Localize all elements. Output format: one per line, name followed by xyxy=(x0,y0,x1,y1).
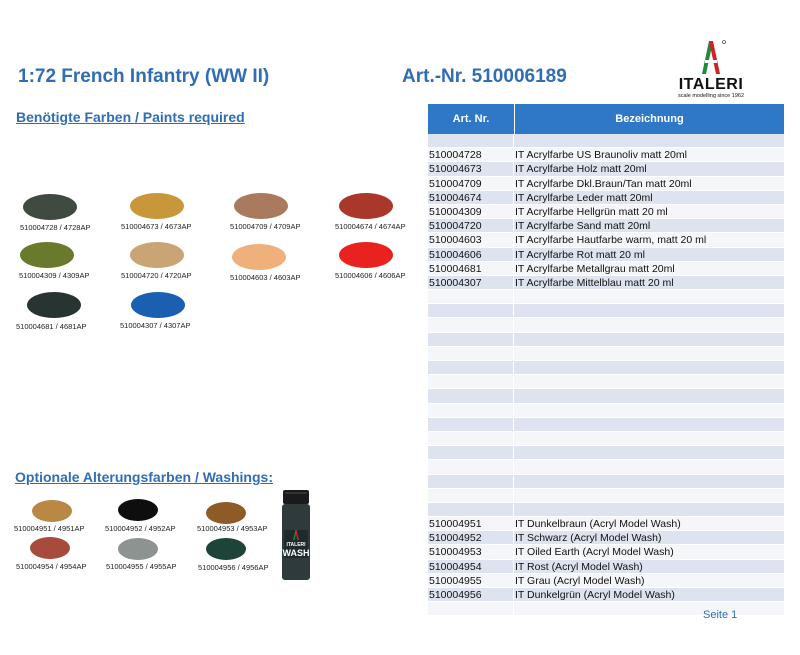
cell-bezeichnung: IT Acrylfarbe Mittelblau matt 20 ml xyxy=(515,276,674,289)
cell-art-nr: 510004954 xyxy=(428,560,514,573)
bottle-brand: ITALERI xyxy=(286,542,306,548)
paint-label: 510004681 / 4681AP xyxy=(16,322,87,331)
table-row xyxy=(428,290,784,304)
cell-bezeichnung: IT Rost (Acryl Model Wash) xyxy=(515,560,643,573)
wash-label: 510004954 / 4954AP xyxy=(16,562,87,571)
cell-art-nr xyxy=(428,347,514,360)
cell-art-nr xyxy=(428,446,514,459)
cell-bezeichnung: IT Acrylfarbe Sand matt 20ml xyxy=(515,220,651,233)
bottle-label: WASH xyxy=(282,548,310,558)
cell-art-nr xyxy=(428,432,514,445)
cell-art-nr xyxy=(428,489,514,502)
paint-swatch xyxy=(234,193,288,219)
paint-swatch xyxy=(339,193,393,219)
table-row xyxy=(428,304,784,318)
column-header-art-nr: Art. Nr. xyxy=(428,104,515,134)
paint-swatch xyxy=(27,292,81,318)
table-row xyxy=(428,219,784,233)
cell-bezeichnung xyxy=(514,418,784,431)
table-row xyxy=(428,460,784,474)
cell-art-nr: 510004673 xyxy=(428,162,514,175)
paint-swatch xyxy=(232,244,286,270)
cell-bezeichnung: IT Acrylfarbe Rot matt 20 ml xyxy=(515,248,645,261)
cell-bezeichnung xyxy=(514,404,784,417)
table-row xyxy=(428,347,784,361)
table-body xyxy=(428,134,784,616)
table-row xyxy=(428,177,784,191)
table-row xyxy=(428,489,784,503)
table-row xyxy=(428,318,784,332)
table-row xyxy=(428,233,784,247)
cell-bezeichnung xyxy=(514,347,784,360)
cell-bezeichnung xyxy=(514,375,784,388)
cell-bezeichnung xyxy=(514,460,784,473)
cell-bezeichnung xyxy=(514,503,784,516)
cell-art-nr: 510004956 xyxy=(428,588,514,601)
wash-swatch xyxy=(206,538,246,560)
cell-art-nr: 510004606 xyxy=(428,248,514,261)
cell-bezeichnung: IT Acrylfarbe Hautfarbe warm, matt 20 ml xyxy=(515,234,707,247)
cell-art-nr: 510004709 xyxy=(428,177,514,190)
wash-swatch xyxy=(206,502,246,524)
table-row xyxy=(428,446,784,460)
column-header-bezeichnung: Bezeichnung xyxy=(615,113,684,125)
paint-label: 510004673 / 4673AP xyxy=(121,222,192,231)
cell-art-nr xyxy=(428,290,514,303)
cell-bezeichnung: IT Dunkelgrün (Acryl Model Wash) xyxy=(515,589,675,601)
cell-art-nr xyxy=(428,460,514,473)
table-row xyxy=(428,276,784,290)
wash-swatch xyxy=(118,499,158,521)
cell-art-nr xyxy=(428,375,514,388)
cell-art-nr: 510004603 xyxy=(428,233,514,246)
cell-art-nr xyxy=(428,361,514,374)
table-row xyxy=(428,205,784,219)
cell-art-nr xyxy=(428,475,514,488)
wash-label: 510004951 / 4951AP xyxy=(14,524,85,533)
table-row xyxy=(428,389,784,403)
cell-art-nr: 510004728 xyxy=(428,148,514,161)
paint-label: 510004720 / 4720AP xyxy=(121,271,192,280)
table-row xyxy=(428,531,784,545)
wash-label: 510004952 / 4952AP xyxy=(105,524,176,533)
paint-label: 510004603 / 4603AP xyxy=(230,273,301,282)
wash-bottle-image xyxy=(280,490,312,582)
cell-art-nr xyxy=(428,318,514,331)
cell-art-nr: 510004720 xyxy=(428,219,514,232)
cell-bezeichnung: IT Oiled Earth (Acryl Model Wash) xyxy=(515,546,674,559)
cell-art-nr xyxy=(428,404,514,417)
paint-swatch xyxy=(130,193,184,219)
table-row xyxy=(428,404,784,418)
paint-table xyxy=(428,104,784,616)
table-row xyxy=(428,134,784,148)
cell-bezeichnung xyxy=(514,290,784,303)
table-row xyxy=(428,333,784,347)
cell-art-nr: 510004955 xyxy=(428,574,514,587)
paint-swatch xyxy=(130,242,184,268)
wash-label: 510004956 / 4956AP xyxy=(198,563,269,572)
table-row xyxy=(428,162,784,176)
paint-swatch xyxy=(23,194,77,220)
cell-art-nr xyxy=(428,304,514,317)
cell-art-nr xyxy=(428,333,514,346)
table-row xyxy=(428,148,784,162)
cell-art-nr: 510004952 xyxy=(428,531,514,544)
cell-bezeichnung: IT Dunkelbraun (Acryl Model Wash) xyxy=(515,518,681,531)
cell-art-nr xyxy=(428,503,514,516)
cell-art-nr: 510004681 xyxy=(428,262,514,275)
cell-bezeichnung: IT Acrylfarbe Hellgrün matt 20 ml xyxy=(515,205,668,218)
table-row xyxy=(428,262,784,276)
cell-art-nr xyxy=(428,389,514,402)
cell-bezeichnung xyxy=(514,361,784,374)
cell-art-nr: 510004309 xyxy=(428,205,514,218)
paint-label: 510004728 / 4728AP xyxy=(20,223,91,232)
washings-heading: Optionale Alterungsfarben / Washings: xyxy=(15,469,273,485)
cell-bezeichnung: IT Acrylfarbe Dkl.Braun/Tan matt 20ml xyxy=(515,177,692,190)
wash-label: 510004953 / 4953AP xyxy=(197,524,268,533)
paint-label: 510004309 / 4309AP xyxy=(19,271,90,280)
table-header xyxy=(428,104,784,134)
table-row xyxy=(428,418,784,432)
cell-bezeichnung xyxy=(514,446,784,459)
cell-bezeichnung xyxy=(514,304,784,317)
cell-art-nr: 510004951 xyxy=(428,517,514,530)
table-row xyxy=(428,560,784,574)
page-number: Seite 1 xyxy=(703,609,738,621)
logo-tagline: scale modelling since 1962 xyxy=(677,93,745,99)
wash-label: 510004955 / 4955AP xyxy=(106,562,177,571)
wash-bottle-illustration xyxy=(280,490,312,582)
table-row xyxy=(428,517,784,531)
wash-swatch xyxy=(30,537,70,559)
cell-bezeichnung: IT Acrylfarbe Leder matt 20ml xyxy=(515,191,653,204)
cell-bezeichnung: IT Grau (Acryl Model Wash) xyxy=(515,574,645,587)
cell-art-nr: 510004953 xyxy=(428,545,514,558)
paint-label: 510004606 / 4606AP xyxy=(335,271,406,280)
italeri-logo xyxy=(672,38,750,102)
paint-swatch xyxy=(339,242,393,268)
cell-bezeichnung xyxy=(514,602,784,615)
wash-swatch xyxy=(32,500,72,522)
paint-swatch xyxy=(131,292,185,318)
table-row xyxy=(428,545,784,559)
table-row xyxy=(428,475,784,489)
cell-bezeichnung: IT Schwarz (Acryl Model Wash) xyxy=(515,532,662,545)
cell-art-nr xyxy=(428,418,514,431)
cell-bezeichnung xyxy=(514,475,784,488)
cell-bezeichnung: IT Acrylfarbe Holz matt 20ml xyxy=(515,163,647,176)
cell-bezeichnung: IT Acrylfarbe US Braunoliv matt 20ml xyxy=(515,149,687,162)
paints-heading: Benötigte Farben / Paints required xyxy=(16,109,245,125)
paint-label: 510004709 / 4709AP xyxy=(230,222,301,231)
table-row xyxy=(428,574,784,588)
wash-swatch xyxy=(118,538,158,560)
cell-bezeichnung xyxy=(514,318,784,331)
paint-label: 510004674 / 4674AP xyxy=(335,222,406,231)
cell-bezeichnung xyxy=(514,134,784,147)
cell-art-nr: 510004674 xyxy=(428,191,514,204)
table-row xyxy=(428,191,784,205)
article-number: Art.-Nr. 510006189 xyxy=(402,66,567,87)
paint-label: 510004307 / 4307AP xyxy=(120,321,191,330)
italeri-emblem-icon xyxy=(672,38,750,76)
cell-art-nr: 510004307 xyxy=(428,276,514,289)
cell-bezeichnung xyxy=(514,489,784,502)
table-row xyxy=(428,432,784,446)
cell-bezeichnung xyxy=(514,432,784,445)
paint-swatch xyxy=(20,242,74,268)
cell-art-nr xyxy=(428,602,514,615)
page-title: 1:72 French Infantry (WW II) xyxy=(18,66,270,87)
cell-art-nr xyxy=(428,134,514,147)
cell-bezeichnung xyxy=(514,333,784,346)
cell-bezeichnung xyxy=(514,389,784,402)
logo-text: ITALERI xyxy=(678,76,744,93)
table-row xyxy=(428,503,784,517)
cell-bezeichnung: IT Acrylfarbe Metallgrau matt 20ml xyxy=(515,262,675,275)
table-row xyxy=(428,375,784,389)
table-row xyxy=(428,361,784,375)
table-row xyxy=(428,588,784,602)
table-row xyxy=(428,248,784,262)
